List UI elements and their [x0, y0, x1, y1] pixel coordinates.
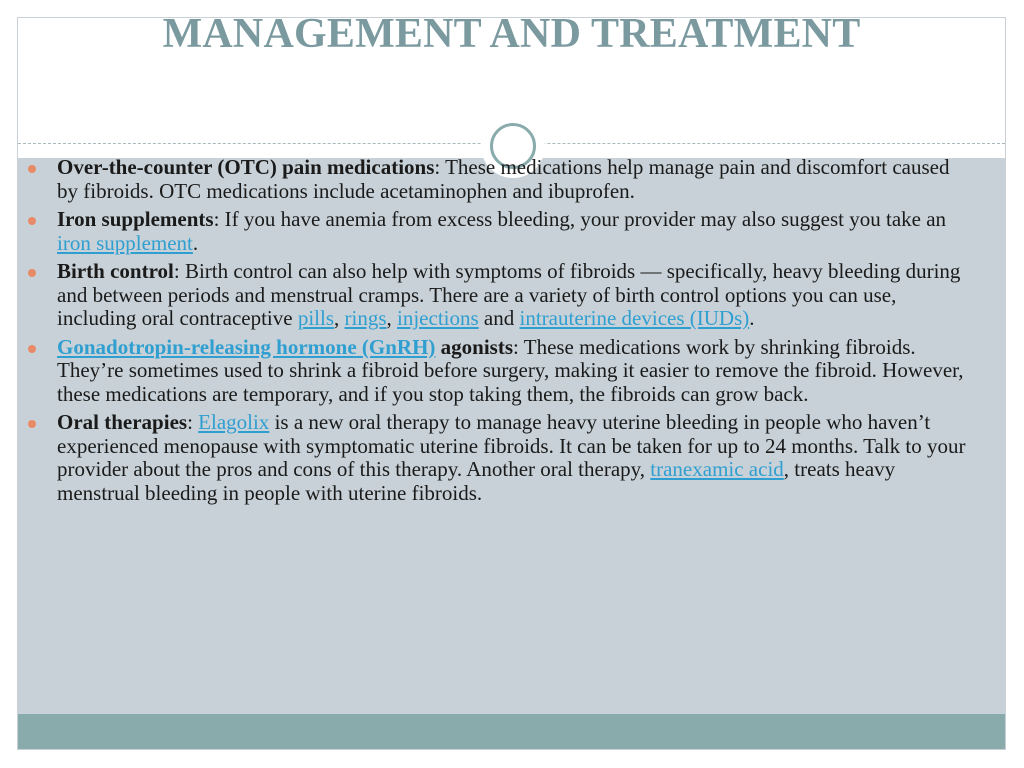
list-item [57, 336, 967, 407]
item-text: , [386, 306, 398, 330]
tranexamic-acid-link[interactable]: tranexamic acid [650, 457, 784, 481]
item-text: : Birth control can also help with symptoms of fibroids — specifically, heavy bleeding during and between periods and menstrual cramps. There are a variety of birth control options you can use, including oral contraceptive [57, 259, 961, 330]
elagolix-link[interactable]: Elagolix [198, 410, 270, 434]
item-heading: Over-the-counter (OTC) pain medications [57, 155, 435, 179]
list-item [57, 156, 967, 203]
list-item [57, 260, 967, 331]
injections-link[interactable]: injections [397, 306, 479, 330]
item-text: and [478, 306, 520, 330]
bullet-icon [28, 165, 36, 173]
item-heading: agonists [435, 334, 514, 359]
item-text: . [749, 306, 755, 330]
list-item [57, 411, 967, 505]
rings-link[interactable]: rings [344, 306, 387, 330]
bullet-icon [28, 269, 36, 277]
page-title: MANAGEMENT AND TREATMENT [162, 17, 861, 57]
iron-supplement-link[interactable]: iron supplement [57, 230, 193, 255]
list-item [57, 208, 967, 255]
item-text: , [334, 306, 345, 330]
bullet-icon [28, 420, 36, 428]
pills-link[interactable]: pills [297, 306, 335, 330]
item-heading: Oral therapies [57, 410, 188, 434]
item-text: : [187, 410, 199, 434]
iuds-link[interactable]: intrauterine devices (IUDs) [519, 306, 750, 330]
item-heading: Birth control [57, 259, 174, 283]
gnrh-link[interactable]: Gonadotropin-releasing hormone (GnRH) [57, 334, 436, 359]
bullet-icon [28, 217, 36, 225]
item-text: is a new oral therapy to manage heavy uterine bleeding in people who haven’t experienced menopause with symptomatic uterine fibroids. It can be taken for up to 24 months. Talk to your provider about the pros and cons of this therapy. Another oral therapy, [57, 410, 966, 481]
item-heading: Iron supplements [57, 207, 214, 231]
item-text: : These medications help manage pain and discomfort caused by fibroids. OTC medications include acetaminophen and ibuprofen. [57, 155, 950, 203]
item-text: , treats heavy menstrual bleeding in people with uterine fibroids. [57, 457, 896, 505]
item-text: : If you have anemia from excess bleeding, your provider may also suggest you take an [213, 207, 947, 231]
item-text: : These medications work by shrinking fibroids. They’re sometimes used to shrink a fibroid before surgery, making it easier to remove the fibroid. However, these medications are temporary, and if you stop taking them, the fibroids can grow back. [57, 334, 964, 406]
item-text: . [192, 230, 199, 255]
bullet-list [57, 156, 967, 510]
bullet-icon [28, 345, 36, 353]
footer-bar [18, 714, 1005, 749]
